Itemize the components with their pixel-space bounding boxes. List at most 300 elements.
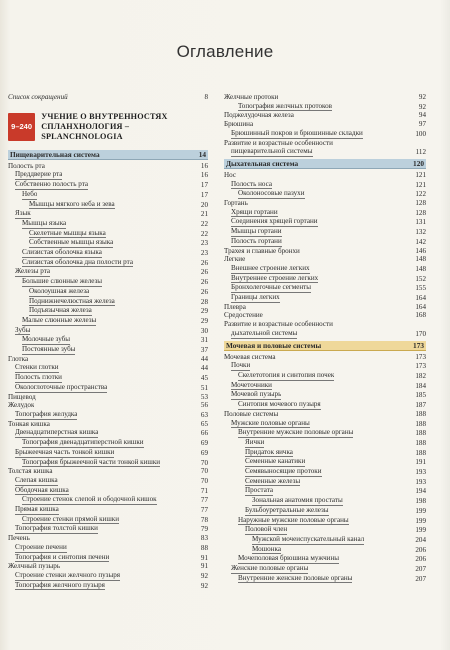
toc-entry-title: Мужские половые органы — [231, 418, 310, 427]
toc-entry-page: 77 — [200, 506, 208, 515]
toc-entry-page: 193 — [415, 468, 426, 477]
toc-entry-page: 28 — [200, 297, 208, 306]
toc-entry-title: Бульбоуретральные железы — [245, 505, 329, 514]
left-toc-list — [8, 162, 208, 591]
toc-entry-title: Мышцы мягкого неба и зева — [29, 199, 115, 208]
toc-entry-title: Топография брыжеечной части тонкой кишки — [22, 457, 161, 466]
toc-entry-page: 168 — [415, 311, 426, 320]
toc-entry[interactable] — [224, 247, 426, 256]
toc-entry-title: Семявыносящие протоки — [245, 467, 322, 476]
abbrev-page: 8 — [204, 93, 208, 101]
toc-entry[interactable] — [8, 524, 208, 534]
toc-entry-page: 164 — [415, 294, 426, 303]
toc-entry-page: 132 — [415, 228, 426, 237]
toc-entry[interactable] — [8, 258, 208, 268]
toc-entry[interactable] — [8, 316, 208, 326]
toc-entry-page: 17 — [200, 181, 208, 190]
toc-entry-page: 71 — [200, 486, 208, 495]
toc-entry-page: 194 — [415, 487, 426, 496]
toc-entry[interactable] — [8, 534, 208, 543]
toc-entry[interactable] — [224, 448, 426, 458]
toc-entry-title: Топография желудка — [15, 409, 78, 418]
toc-entry[interactable] — [8, 277, 208, 287]
toc-entry-title: Ободочная кишка — [15, 485, 69, 494]
toc-entry[interactable] — [224, 467, 426, 477]
toc-entry[interactable] — [224, 361, 426, 371]
toc-entry-title: Молочные зубы — [22, 335, 71, 344]
toc-entry-title: Хрящи гортани — [231, 207, 278, 216]
abbrev-entry[interactable] — [8, 93, 208, 102]
section-title-line2: СПЛАНХНОЛОГИЯ – SPLANCHNOLOGIA — [41, 121, 130, 141]
toc-entry-title: Мочевая система — [224, 352, 276, 361]
toc-entry-page: 152 — [415, 274, 426, 283]
toc-entry[interactable] — [8, 335, 208, 345]
toc-entry-page: 69 — [200, 448, 208, 457]
toc-entry-page: 146 — [415, 246, 426, 255]
toc-entry[interactable] — [224, 516, 426, 526]
toc-entry[interactable] — [224, 274, 426, 284]
toc-entry[interactable] — [224, 180, 426, 190]
toc-entry[interactable] — [224, 111, 426, 120]
toc-entry-page: 26 — [200, 258, 208, 267]
toc-entry[interactable] — [8, 200, 208, 210]
toc-entry-page: 21 — [200, 210, 208, 219]
band-page: 120 — [413, 158, 424, 168]
toc-entry-title: Брюшина — [224, 120, 254, 129]
toc-entry[interactable] — [8, 306, 208, 316]
toc-entry-title: Внешнее строение легких — [231, 263, 310, 272]
toc-entry-page: 56 — [200, 401, 208, 410]
toc-entry-page: 26 — [200, 268, 208, 277]
toc-entry-title: Половой член — [245, 525, 288, 534]
toc-entry-page: 94 — [418, 111, 426, 120]
toc-entry-page: 198 — [415, 497, 426, 506]
toc-entry[interactable] — [8, 495, 208, 505]
toc-entry-title: Железы рта — [15, 267, 51, 276]
band-text: Пищеварительная система — [10, 149, 100, 159]
toc-entry-page: 44 — [200, 364, 208, 373]
toc-entry-page: 70 — [200, 458, 208, 467]
toc-entry-title: Собственно полость рта — [15, 180, 89, 189]
toc-entry[interactable] — [224, 189, 426, 199]
toc-entry-page: 148 — [415, 264, 426, 273]
toc-entry[interactable] — [8, 448, 208, 458]
toc-entry-title: Слизистая оболочка языка — [22, 248, 102, 257]
toc-entry-title: Желчный пузырь — [8, 562, 61, 571]
toc-entry-title: Яички — [245, 437, 265, 446]
toc-entry[interactable] — [224, 486, 426, 496]
toc-entry[interactable] — [224, 329, 426, 339]
toc-entry-page: 92 — [418, 93, 426, 101]
toc-entry[interactable] — [224, 410, 426, 419]
toc-entry[interactable] — [224, 400, 426, 410]
toc-entry-title: Границы легких — [231, 293, 280, 302]
band-text: Мочевая и половые системы — [226, 340, 322, 350]
toc-entry-page: 164 — [415, 302, 426, 311]
toc-entry-title: Топография и синтопия печени — [15, 552, 110, 561]
toc-entry[interactable] — [224, 564, 426, 574]
toc-entry-title: Преддверие рта — [15, 170, 63, 179]
toc-entry[interactable] — [8, 209, 208, 219]
toc-entry-page: 188 — [415, 448, 426, 457]
toc-entry-title: Печень — [8, 534, 30, 543]
toc-entry[interactable] — [224, 371, 426, 381]
toc-entry-title: Топография желчных протоков — [238, 101, 333, 110]
band-page: 173 — [413, 340, 424, 350]
toc-entry-title: Брыжеечная часть тонкой кишки — [15, 447, 115, 456]
toc-entry[interactable] — [224, 381, 426, 391]
toc-entry[interactable] — [8, 326, 208, 336]
toc-entry-page: 63 — [200, 410, 208, 419]
toc-entry[interactable] — [224, 554, 426, 564]
toc-entry-title: Собственные мышцы языка — [29, 238, 114, 247]
toc-entry-page: 31 — [200, 336, 208, 345]
toc-entry-page: 70 — [200, 476, 208, 485]
toc-entry[interactable] — [8, 267, 208, 277]
toc-entry-page: 128 — [415, 199, 426, 208]
toc-entry-page: 206 — [415, 545, 426, 554]
toc-entry-title: Наружные мужские половые органы — [238, 515, 349, 524]
toc-entry[interactable] — [8, 162, 208, 171]
toc-entry-page: 112 — [415, 148, 426, 157]
toc-entry-page: 188 — [415, 429, 426, 438]
toc-entry-page: 65 — [200, 419, 208, 428]
toc-entry-page: 204 — [415, 535, 426, 544]
toc-entry-page: 45 — [200, 374, 208, 383]
toc-entry[interactable] — [8, 219, 208, 229]
section-title — [41, 112, 208, 142]
toc-entry-page: 131 — [415, 218, 426, 227]
toc-entry-title: Околоушная железа — [29, 286, 90, 295]
respiratory-toc-list — [224, 171, 426, 339]
toc-entry-title: Желудок — [8, 401, 35, 410]
toc-entry-page: 51 — [200, 383, 208, 392]
toc-entry-page: 26 — [200, 278, 208, 287]
toc-entry-page: 66 — [200, 429, 208, 438]
toc-entry-page: 148 — [415, 255, 426, 264]
toc-entry-page: 188 — [415, 419, 426, 428]
toc-entry-title: Скелетотопия и синтопия почек — [238, 370, 335, 379]
toc-entry-title: Мышцы языка — [22, 218, 67, 227]
toc-entry[interactable] — [224, 93, 426, 102]
toc-entry-title: Тонкая кишка — [8, 419, 50, 428]
toc-entry-page: 142 — [415, 237, 426, 246]
toc-entry[interactable] — [224, 535, 426, 545]
toc-entry-page: 44 — [200, 354, 208, 363]
toc-entry-title: Подъязычная железа — [29, 306, 92, 315]
toc-entry[interactable] — [224, 525, 426, 535]
toc-entry-title: Двенадцатиперстная кишка — [15, 428, 99, 437]
toc-entry[interactable] — [8, 428, 208, 438]
toc-entry-title: Бронхолегочные сегменты — [231, 283, 312, 292]
toc-entry[interactable] — [8, 287, 208, 297]
toc-entry-page: 70 — [200, 467, 208, 476]
toc-entry-title: Внутреннее строение легких — [231, 273, 319, 282]
toc-entry[interactable] — [224, 217, 426, 227]
toc-entry-page: 155 — [415, 284, 426, 293]
toc-entry[interactable] — [224, 199, 426, 208]
toc-entry-title: Мочеточники — [231, 380, 272, 389]
toc-entry[interactable] — [224, 237, 426, 247]
toc-entry[interactable] — [8, 190, 208, 200]
toc-entry-title: Полость рта — [8, 161, 45, 170]
toc-entry[interactable] — [8, 543, 208, 553]
toc-entry-page: 69 — [200, 439, 208, 448]
toc-entry-title: пищеварительной системы — [231, 147, 313, 156]
toc-entry-title: Трахея и главные бронхи — [224, 246, 300, 255]
abbrev-text: Список сокращений — [8, 93, 68, 101]
toc-entry-title: Брюшинный покров и брюшинные складки — [231, 128, 363, 137]
band-text: Дыхательная система — [226, 158, 299, 168]
toc-entry-page: 122 — [415, 190, 426, 199]
toc-entry-title: Семенные железы — [245, 476, 301, 485]
toc-entry-title: Мочеполовая брюшина мужчины — [238, 554, 340, 563]
toc-entry-title: Глотка — [8, 354, 29, 363]
toc-entry[interactable] — [8, 410, 208, 420]
toc-entry[interactable] — [8, 553, 208, 563]
toc-entry[interactable] — [8, 515, 208, 525]
toc-entry-title: Половые системы — [224, 409, 279, 418]
right-top-toc-list — [224, 93, 426, 157]
toc-entry-title: Стенки глотки — [15, 363, 59, 372]
toc-entry[interactable] — [8, 571, 208, 581]
toc-entry-page: 17 — [200, 190, 208, 199]
right-column — [224, 93, 426, 583]
toc-entry-page: 199 — [415, 526, 426, 535]
toc-entry[interactable] — [224, 438, 426, 448]
toc-entry-title: Женские половые органы — [231, 564, 309, 573]
toc-entry[interactable] — [224, 255, 426, 264]
toc-entry-title: Желчные протоки — [224, 93, 279, 101]
toc-entry[interactable] — [8, 373, 208, 383]
toc-entry[interactable] — [224, 120, 426, 129]
respiratory-system-band[interactable] — [224, 159, 426, 169]
toc-entry-title: Поджелудочная железа — [224, 111, 294, 120]
toc-entry[interactable] — [8, 476, 208, 486]
toc-entry[interactable] — [8, 238, 208, 248]
toc-entry-page: 128 — [415, 208, 426, 217]
toc-entry-title: Мошонка — [252, 544, 281, 553]
toc-entry[interactable] — [224, 320, 426, 329]
band-page: 14 — [198, 149, 206, 159]
toc-entry[interactable] — [8, 581, 208, 591]
toc-entry-title: Строение стенок слепой и ободочной кишок — [22, 495, 157, 504]
toc-entry-title: Небо — [22, 189, 38, 198]
toc-entry-page: 199 — [415, 506, 426, 515]
toc-entry-page: 16 — [200, 171, 208, 180]
toc-entry[interactable] — [8, 438, 208, 448]
toc-entry-page: 184 — [415, 381, 426, 390]
toc-entry-title: Полость глотки — [15, 373, 62, 382]
toc-entry-title: Семенные канатики — [245, 457, 306, 466]
toc-entry[interactable] — [8, 170, 208, 180]
toc-entry-title: Почки — [231, 361, 251, 370]
toc-entry-title: Большие слюнные железы — [22, 277, 103, 286]
toc-entry-page: 88 — [200, 543, 208, 552]
toc-entry-title: Постоянные зубы — [22, 345, 76, 354]
toc-entry[interactable] — [8, 420, 208, 429]
toc-entry[interactable] — [224, 428, 426, 438]
section-header — [8, 112, 208, 142]
section-badge: 9–240 — [8, 113, 35, 141]
toc-entry-page: 53 — [200, 392, 208, 401]
toc-entry-page: 187 — [415, 401, 426, 410]
toc-entry[interactable] — [224, 457, 426, 467]
toc-entry[interactable] — [224, 129, 426, 139]
toc-entry[interactable] — [224, 283, 426, 293]
toc-entry-page: 173 — [415, 352, 426, 361]
toc-entry[interactable] — [224, 390, 426, 400]
toc-entry[interactable] — [8, 458, 208, 468]
toc-entry-page: 79 — [200, 525, 208, 534]
toc-entry-title: Язык — [15, 209, 31, 218]
urogenital-system-band[interactable] — [224, 341, 426, 351]
toc-entry-page: 92 — [200, 571, 208, 580]
toc-entry-title: Легкие — [224, 255, 246, 264]
toc-entry-page: 83 — [200, 534, 208, 543]
toc-entry-page: 188 — [415, 438, 426, 447]
toc-entry[interactable] — [8, 383, 208, 393]
toc-entry[interactable] — [224, 574, 426, 584]
toc-entry-page: 23 — [200, 239, 208, 248]
toc-entry-page: 78 — [200, 515, 208, 524]
toc-entry[interactable] — [224, 227, 426, 237]
toc-entry-title: Полость носа — [231, 179, 273, 188]
page-title: Оглавление — [176, 42, 274, 61]
toc-entry-page: 191 — [415, 458, 426, 467]
toc-entry-title: Мужской мочеиспускательный канал — [252, 534, 365, 543]
toc-entry-page: 170 — [415, 329, 426, 338]
toc-entry-title: Поднижнечелюстная железа — [29, 296, 115, 305]
toc-entry-page: 206 — [415, 555, 426, 564]
toc-entry[interactable] — [224, 506, 426, 516]
toc-entry-title: Средостение — [224, 311, 263, 320]
digestive-system-band[interactable] — [8, 150, 208, 160]
toc-entry-title: Прямая кишка — [15, 505, 59, 514]
toc-entry-title: Топография желчного пузыря — [15, 580, 105, 589]
toc-entry[interactable] — [8, 345, 208, 355]
toc-entry[interactable] — [8, 562, 208, 571]
toc-entry[interactable] — [224, 496, 426, 506]
toc-entry-title: Гортань — [224, 199, 248, 208]
toc-entry[interactable] — [224, 311, 426, 320]
toc-entry-page: 23 — [200, 249, 208, 258]
toc-entry-page: 22 — [200, 219, 208, 228]
toc-entry-title: Околоносовые пазухи — [238, 189, 305, 198]
toc-entry-title: дыхательной системы — [231, 328, 298, 337]
toc-entry-title: Плевра — [224, 302, 246, 311]
toc-entry-page: 121 — [415, 170, 426, 179]
toc-entry[interactable] — [224, 102, 426, 112]
toc-entry-page: 173 — [415, 362, 426, 371]
toc-entry[interactable] — [224, 303, 426, 312]
toc-entry[interactable] — [224, 264, 426, 274]
toc-entry-page: 92 — [200, 581, 208, 590]
toc-entry-title: Развитие и возрастные особенности — [224, 320, 333, 329]
toc-entry[interactable] — [224, 419, 426, 429]
toc-entry-title: Слизистая оболочка дна полости рта — [22, 257, 133, 266]
toc-entry-page: 97 — [418, 120, 426, 129]
toc-entry-title: Слепая кишка — [15, 475, 58, 484]
left-column — [8, 93, 208, 590]
toc-entry[interactable] — [8, 180, 208, 190]
toc-entry[interactable] — [224, 208, 426, 218]
toc-entry-title: Мышцы гортани — [231, 227, 282, 236]
toc-entry[interactable] — [8, 401, 208, 410]
section-title-line1: УЧЕНИЕ О ВНУТРЕННОСТЯХ — [41, 111, 168, 121]
toc-entry-title: Окологлоточные пространства — [15, 382, 108, 391]
toc-entry-title: Пищевод — [8, 392, 36, 401]
toc-entry[interactable] — [8, 393, 208, 402]
toc-entry[interactable] — [8, 486, 208, 496]
toc-entry-title: Соединения хрящей гортани — [231, 217, 318, 226]
toc-entry-title: Строение стенки прямой кишки — [22, 514, 120, 523]
toc-entry-page: 182 — [415, 371, 426, 380]
toc-entry-page: 207 — [415, 565, 426, 574]
toc-entry-page: 77 — [200, 496, 208, 505]
toc-entry[interactable] — [224, 477, 426, 487]
toc-entry[interactable] — [8, 229, 208, 239]
toc-entry[interactable] — [8, 355, 208, 364]
toc-entry-title: Зональная анатомия простаты — [252, 496, 343, 505]
toc-entry[interactable] — [8, 363, 208, 373]
toc-entry-title: Синтопия мочевого пузыря — [238, 400, 321, 409]
toc-entry[interactable] — [224, 545, 426, 555]
toc-entry-title: Скелетные мышцы языка — [29, 228, 106, 237]
toc-entry-title: Полость гортани — [231, 236, 282, 245]
toc-entry-title: Мочевой пузырь — [231, 390, 282, 399]
toc-entry-page: 193 — [415, 477, 426, 486]
toc-entry-title: Придаток яичка — [245, 447, 293, 456]
toc-entry[interactable] — [224, 171, 426, 180]
toc-entry[interactable] — [224, 139, 426, 148]
toc-entry-title: Простата — [245, 486, 274, 495]
toc-entry[interactable] — [8, 505, 208, 515]
toc-entry-page: 20 — [200, 200, 208, 209]
toc-entry[interactable] — [224, 147, 426, 157]
toc-entry-page: 188 — [415, 409, 426, 418]
toc-entry-page: 207 — [415, 574, 426, 583]
toc-entry-page: 37 — [200, 346, 208, 355]
toc-entry-page: 29 — [200, 307, 208, 316]
toc-entry-title: Малые слюнные железы — [22, 315, 97, 324]
toc-entry[interactable] — [8, 248, 208, 258]
toc-entry-page: 91 — [200, 553, 208, 562]
toc-entry-page: 121 — [415, 180, 426, 189]
toc-entry-page: 16 — [200, 161, 208, 170]
toc-entry-page: 26 — [200, 287, 208, 296]
toc-entry-page: 185 — [415, 391, 426, 400]
toc-entry-title: Внутренние мужские половые органы — [238, 428, 354, 437]
toc-entry-page: 91 — [200, 562, 208, 571]
toc-entry-title: Строение стенки желчного пузыря — [15, 570, 121, 579]
toc-entry-title: Топография двенадцатиперстной кишки — [22, 438, 144, 447]
toc-entry-title: Зубы — [15, 325, 31, 334]
toc-entry[interactable] — [224, 293, 426, 303]
toc-entry-page: 100 — [415, 129, 426, 138]
toc-entry-title: Строение печени — [15, 542, 67, 551]
toc-entry[interactable] — [8, 297, 208, 307]
toc-entry-page: 199 — [415, 516, 426, 525]
toc-entry-page: 29 — [200, 316, 208, 325]
toc-entry-title: Внутренние женские половые органы — [238, 573, 353, 582]
toc-entry[interactable] — [8, 467, 208, 476]
toc-entry-title: Нос — [224, 170, 236, 179]
toc-entry-page: 30 — [200, 326, 208, 335]
toc-entry-title: Развитие и возрастные особенности — [224, 138, 333, 147]
toc-entry-title: Толстая кишка — [8, 467, 53, 476]
toc-entry[interactable] — [224, 353, 426, 362]
